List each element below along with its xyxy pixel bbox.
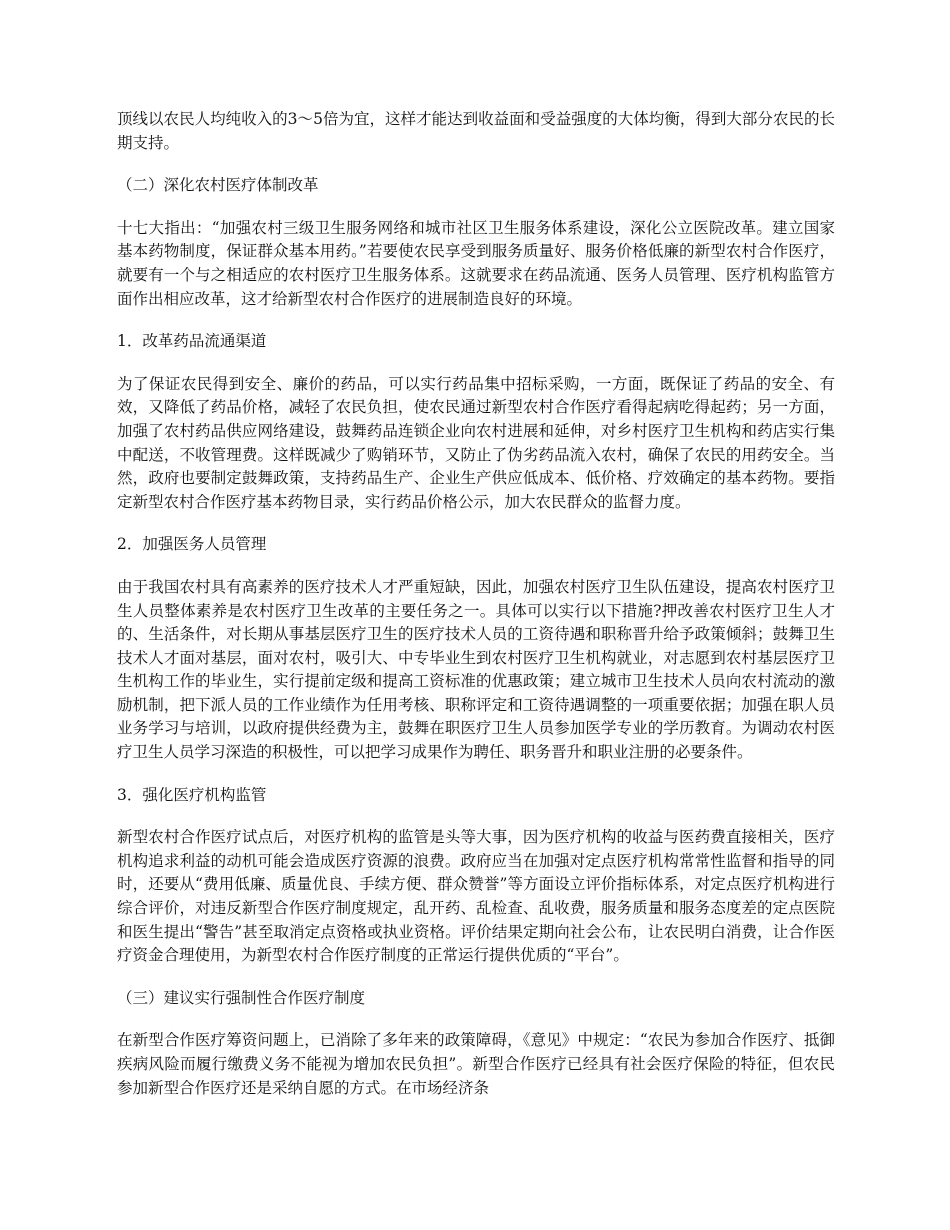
subheading-drug-circulation: 1．改革药品流通渠道 bbox=[117, 332, 267, 351]
subheading-institution-supervision: 3．强化医疗机构监管 bbox=[117, 785, 267, 804]
paragraph-income-ceiling: 顶线以农民人均纯收入的3～5倍为宜，这样才能达到收益面和受益强度的大体均衡，得到大部分农民的长期支持。 bbox=[117, 110, 835, 152]
document-page bbox=[117, 108, 835, 1119]
subheading-medical-staff: 2．加强医务人员管理 bbox=[117, 535, 267, 554]
section-heading-deepen-reform: （二）深化农村医疗体制改革 bbox=[117, 176, 319, 195]
section-heading-mandatory-insurance: （三）建议实行强制性合作医疗制度 bbox=[117, 988, 366, 1007]
paragraph-mandatory-insurance: 在新型合作医疗筹资问题上，已消除了多年来的政策障碍，《意见》中规定：“农民为参加合作医疗、抵御疾病风险而履行缴费义务不能视为增加农民负担”。新型合作医疗已经具有社会医疗保险的特征，但农民参加新型合作医疗还是采纳自愿的方式。在市场经济条 bbox=[117, 1031, 835, 1097]
paragraph-seventeenth-congress: 十七大指出：“加强农村三级卫生服务网络和城市社区卫生服务体系建设，深化公立医院改革。建立国家基本药物制度，保证群众基本用药。”若要使农民享受到服务质量好、服务价格低廉的新型农村合作医疗，就要有一个与之相适应的农村医疗卫生服务体系。这就要求在药品流通、医务人员管理、医疗机构监管方面作出相应改革，这才给新型农村合作医疗的进展制造良好的环境。 bbox=[117, 218, 835, 308]
paragraph-medical-staff: 由于我国农村具有高素养的医疗技术人才严重短缺，因此，加强农村医疗卫生队伍建设，提高农村医疗卫生人员整体素养是农村医疗卫生改革的主要任务之一。具体可以实行以下措施?押改善农村医疗卫生人才的、生活条件，对长期从事基层医疗卫生的医疗技术人员的工资待遇和职称晋升给予政策倾斜；鼓舞卫生技术人才面对基层，面对农村，吸引大、中专毕业生到农村医疗卫生机构就业，对志愿到农村基层医疗卫生机构工作的毕业生，实行提前定级和提高工资标准的优惠政策；建立城市卫生技术人员向农村流动的激励机制，把下派人员的工作业绩作为任用考核、职称评定和工资待遇调整的一项重要依据；加强在职人员业务学习与培训，以政府提供经费为主，鼓舞在职医疗卫生人员参加医学专业的学历教育。为调动农村医疗卫生人员学习深造的积极性，可以把学习成果作为聘任、职务晋升和职业注册的必要条件。 bbox=[117, 577, 835, 762]
paragraph-drug-circulation: 为了保证农民得到安全、廉价的药品，可以实行药品集中招标采购，一方面，既保证了药品的安全、有效，又降低了药品价格，减轻了农民负担，使农民通过新型农村合作医疗看得起病吃得起药；另一方面，加强了农村药品供应网络建设，鼓舞药品连锁企业向农村进展和延伸，对乡村医疗卫生机构和药店实行集中配送，不收管理费。这样既减少了购销环节，又防止了伪劣药品流入农村，确保了农民的用药安全。当然，政府也要制定鼓舞政策，支持药品生产、企业生产供应低成本、低价格、疗效确定的基本药物。要指定新型农村合作医疗基本药物目录，实行药品价格公示，加大农民群众的监督力度。 bbox=[117, 374, 835, 511]
paragraph-institution-supervision: 新型农村合作医疗试点后，对医疗机构的监管是头等大事，因为医疗机构的收益与医药费直接相关，医疗机构追求利益的动机可能会造成医疗资源的浪费。政府应当在加强对定点医疗机构常常性监督和指导的同时，还要从“费用低廉、质量优良、手续方便、群众赞誉”等方面设立评价指标体系，对定点医疗机构进行综合评价，对违反新型合作医疗制度规定，乱开药、乱检查、乱收费，服务质量和服务态度差的定点医院和医生提出“警告”甚至取消定点资格或执业资格。评价结果定期向社会公布，让农民明白消费，让合作医疗资金合理使用，为新型农村合作医疗制度的正常运行提供优质的“平台”。 bbox=[117, 828, 835, 965]
